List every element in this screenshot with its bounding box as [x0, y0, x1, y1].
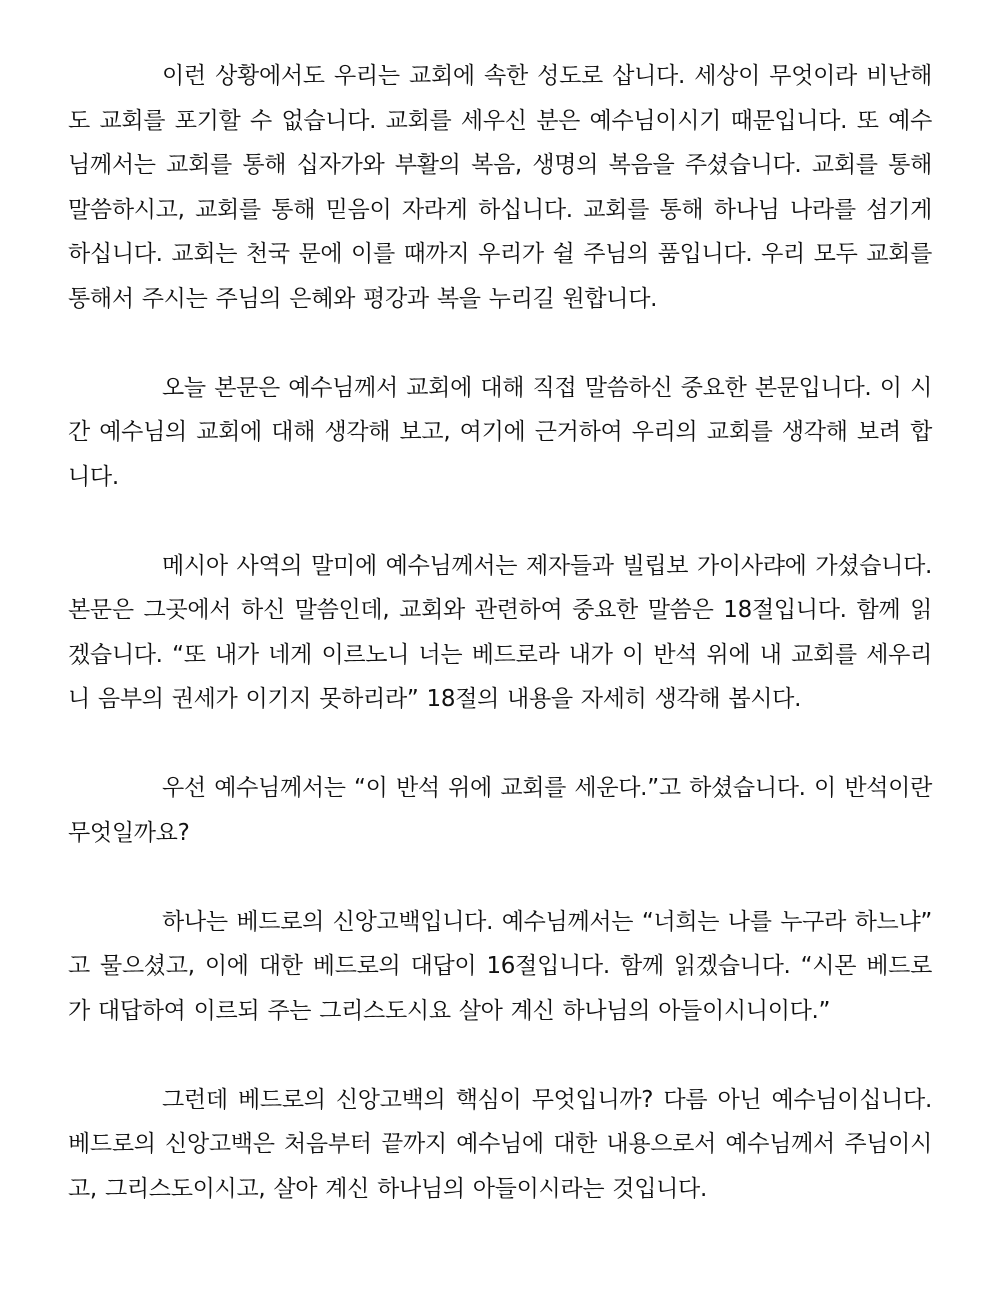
paragraph-6: 그런데 베드로의 신앙고백의 핵심이 무엇입니까? 다름 아닌 예수님이십니다. 베드로의 신앙고백은 처음부터 끝까지 예수님에 대한 내용으로서 예수님께서 주님이시고, 그리스도이시고, 살아 계신 하나님의 아들이시라는 것입니다.: [68, 1086, 932, 1202]
paragraph-gap: [68, 722, 932, 767]
paragraph-gap: [68, 321, 932, 366]
paragraph-4: 우선 예수님께서는 “이 반석 위에 교회를 세운다.”고 하셨습니다. 이 반석이란 무엇일까요?: [68, 775, 932, 846]
paragraph-3: 메시아 사역의 말미에 예수님께서는 제자들과 빌립보 가이사랴에 가셨습니다. 본문은 그곳에서 하신 말씀인데, 교회와 관련하여 중요한 말씀은 18절입니다. 함께 읽겠습니다. “또 내가 네게 이르노니 너는 베드로라 내가 이 반석 위에 내 교회를 세우리니 음부의 권세가 이기지 못하리라” 18절의 내용을 자세히 생각해 봅시다.: [68, 552, 932, 712]
paragraph-2: 오늘 본문은 예수님께서 교회에 대해 직접 말씀하신 중요한 본문입니다. 이 시간 예수님의 교회에 대해 생각해 보고, 여기에 근거하여 우리의 교회를 생각해 보려 합니다.: [68, 374, 932, 490]
paragraph-gap: [68, 855, 932, 900]
paragraph-5: 하나는 베드로의 신앙고백입니다. 예수님께서는 “너희는 나를 누구라 하느냐”고 물으셨고, 이에 대한 베드로의 대답이 16절입니다. 함께 읽겠습니다. “시몬 베드로가 대답하여 이르되 주는 그리스도시요 살아 계신 하나님의 아들이시니이다.”: [68, 908, 932, 1024]
paragraph-1: 이런 상황에서도 우리는 교회에 속한 성도로 삽니다. 세상이 무엇이라 비난해도 교회를 포기할 수 없습니다. 교회를 세우신 분은 예수님이시기 때문입니다. 또 예수님께서는 교회를 통해 십자가와 부활의 복음, 생명의 복음을 주셨습니다. 교회를 통해 말씀하시고, 교회를 통해 믿음이 자라게 하십니다. 교회를 통해 하나님 나라를 섬기게 하십니다. 교회는 천국 문에 이를 때까지 우리가 쉴 주님의 품입니다. 우리 모두 교회를 통해서 주시는 주님의 은혜와 평강과 복을 누리길 원합니다.: [68, 63, 932, 312]
paragraph-gap: [68, 499, 932, 544]
paragraph-gap: [68, 1033, 932, 1078]
document-body: [68, 54, 932, 1211]
